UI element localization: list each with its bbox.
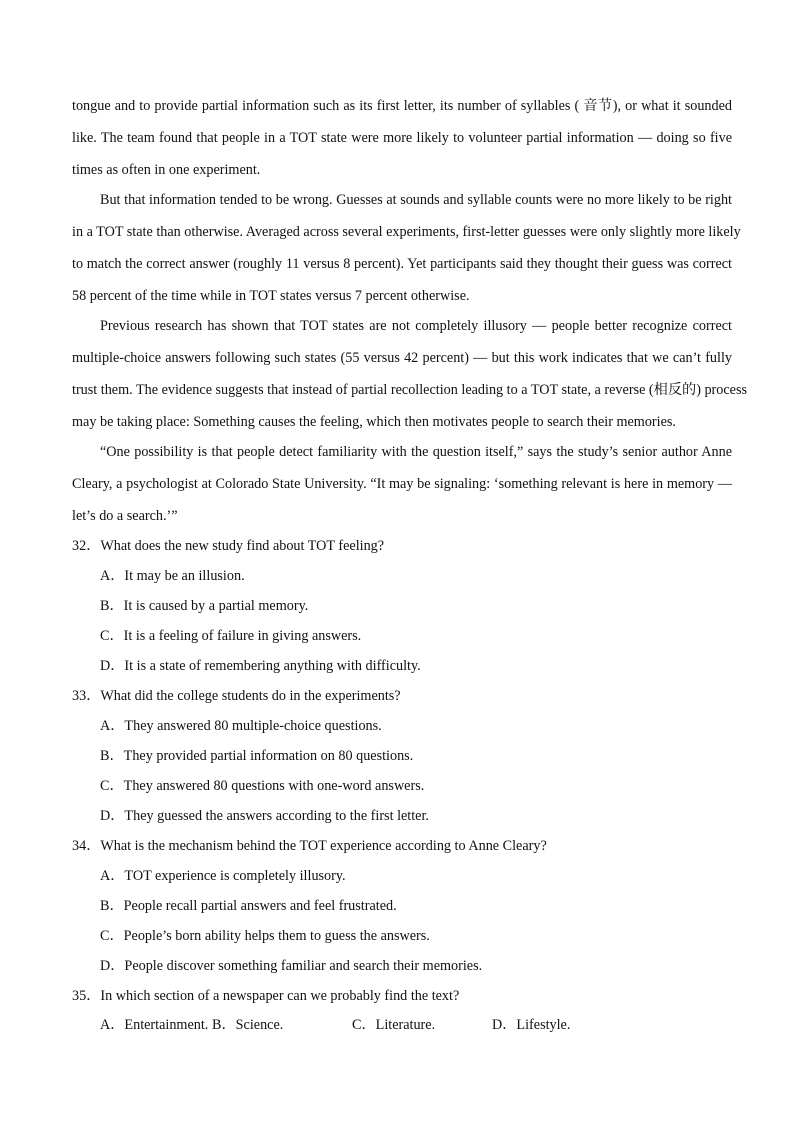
passage-line: to match the correct answer (roughly 11 versus 8 percent). Yet participants said they thought their guess was correct xyxy=(72,256,732,272)
passage-line: let’s do a search.’” xyxy=(72,508,178,524)
question-33-option-d: D．They guessed the answers according to the first letter. xyxy=(100,808,429,824)
question-35-option-d: D．Lifestyle. xyxy=(492,1017,571,1033)
question-35-option-b: B．Science. xyxy=(212,1017,284,1033)
question-32-option-a: A．It may be an illusion. xyxy=(100,568,245,584)
passage-line: Previous research has shown that TOT states are not completely illusory — people better recognize correct xyxy=(100,318,732,334)
question-32-stem: 32．What does the new study find about TOT feeling? xyxy=(72,538,385,554)
question-34-option-a: A．TOT experience is completely illusory. xyxy=(100,868,346,884)
question-33-option-a: A．They answered 80 multiple-choice questions. xyxy=(100,718,382,734)
passage-line: But that information tended to be wrong. Guesses at sounds and syllable counts were no more likely to be right xyxy=(100,192,732,208)
question-34-option-b: B．People recall partial answers and feel frustrated. xyxy=(100,898,397,914)
passage-line: in a TOT state than otherwise. Averaged across several experiments, first-letter guesses were only slightly more likely xyxy=(72,224,741,240)
passage-line: like. The team found that people in a TOT state were more likely to volunteer partial information — doing so five xyxy=(72,130,732,146)
passage-line: trust them. The evidence suggests that instead of partial recollection leading to a TOT state, a reverse (相反的) process xyxy=(72,382,748,398)
question-32-option-d: D．It is a state of remembering anything with difficulty. xyxy=(100,658,421,674)
question-32-option-c: C．It is a feeling of failure in giving answers. xyxy=(100,628,362,644)
passage-line: may be taking place: Something causes the feeling, which then motivates people to search their memories. xyxy=(72,414,676,430)
question-35-stem: 35．In which section of a newspaper can we probably find the text? xyxy=(72,988,460,1004)
question-34-stem: 34．What is the mechanism behind the TOT experience according to Anne Cleary? xyxy=(72,838,547,854)
question-34-option-c: C．People’s born ability helps them to guess the answers. xyxy=(100,928,430,944)
question-35-option-c: C．Literature. xyxy=(352,1017,436,1033)
question-35-option-a: A．Entertainment. xyxy=(100,1017,209,1033)
passage-line: 58 percent of the time while in TOT states versus 7 percent otherwise. xyxy=(72,288,470,304)
question-32-option-b: B．It is caused by a partial memory. xyxy=(100,598,309,614)
question-33-stem: 33．What did the college students do in the experiments? xyxy=(72,688,401,704)
question-34-option-d: D．People discover something familiar and search their memories. xyxy=(100,958,483,974)
passage-line: multiple-choice answers following such states (55 versus 42 percent) — but this work indicates that we can’t fully xyxy=(72,350,732,366)
passage-line: “One possibility is that people detect familiarity with the question itself,” says the study’s senior author Anne xyxy=(100,444,732,460)
passage-line: times as often in one experiment. xyxy=(72,162,261,178)
question-33-option-b: B．They provided partial information on 80 questions. xyxy=(100,748,414,764)
passage-line: Cleary, a psychologist at Colorado State University. “It may be signaling: ‘something relevant is here in memory — xyxy=(72,476,732,492)
passage-line: tongue and to provide partial information such as its first letter, its number of syllables ( 音节), or what it sounded xyxy=(72,98,732,114)
question-33-option-c: C．They answered 80 questions with one-word answers. xyxy=(100,778,425,794)
